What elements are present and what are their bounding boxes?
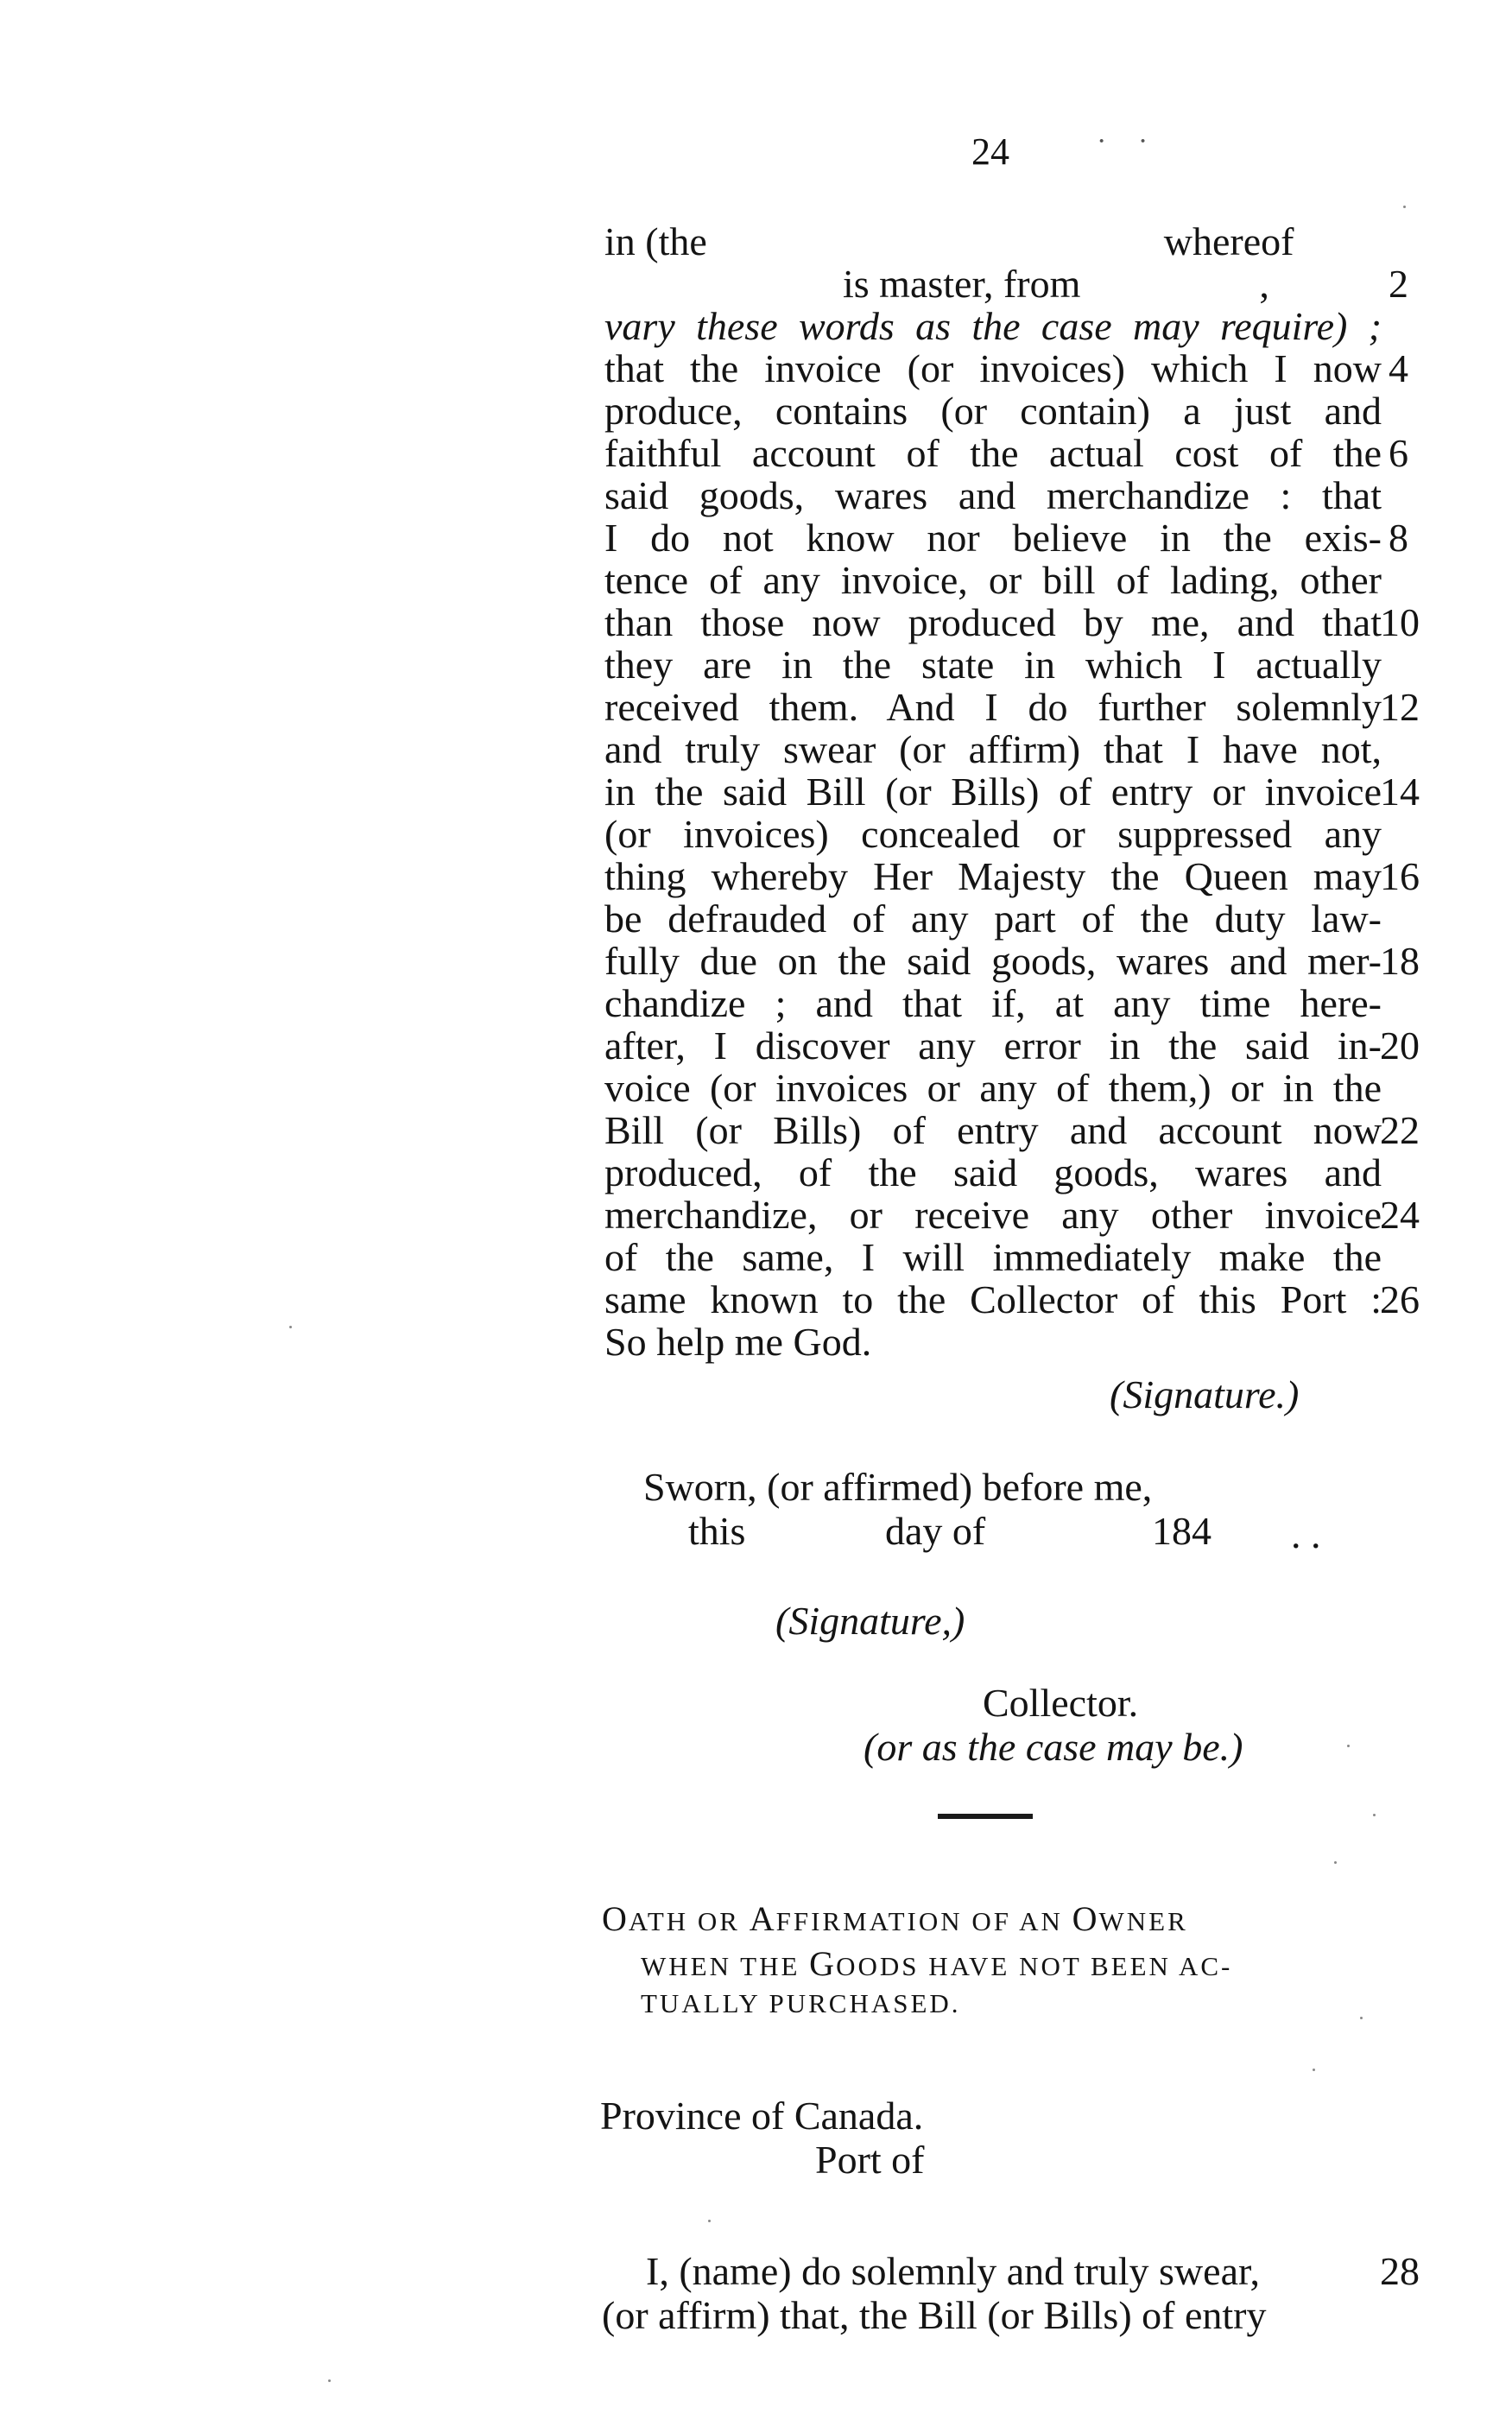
page-number: 24 bbox=[971, 130, 1009, 173]
oath-line: I do not know nor believe in the exis- bbox=[604, 516, 1382, 560]
scan-speck bbox=[1373, 1814, 1376, 1816]
line-number: 12 bbox=[1380, 685, 1420, 729]
line-number: 24 bbox=[1380, 1193, 1420, 1237]
oath-line: faithful account of the actual cost of the bbox=[604, 431, 1382, 475]
line-number: 26 bbox=[1380, 1277, 1420, 1321]
oath-line: be defrauded of any part of the duty law- bbox=[604, 897, 1382, 941]
scan-speck bbox=[289, 1326, 292, 1328]
oath-line: (or invoices) concealed or suppressed any bbox=[604, 812, 1382, 856]
scan-speck bbox=[1360, 2017, 1363, 2019]
sworn-line: Sworn, (or affirmed) before me, bbox=[643, 1465, 1153, 1509]
sworn-year: 184 bbox=[1152, 1509, 1211, 1553]
port-label: Port of bbox=[815, 2138, 925, 2182]
oath-line: after, I discover any error in the said in- bbox=[604, 1023, 1382, 1068]
oath-line: fully due on the said goods, wares and mer- bbox=[604, 939, 1382, 983]
oath-line: is master, from , bbox=[604, 262, 1280, 306]
oath-line: merchandize, or receive any other invoice bbox=[604, 1193, 1382, 1237]
oath-line: of the same, I will immediately make the bbox=[604, 1235, 1382, 1279]
scan-speck bbox=[708, 2220, 711, 2222]
line-number: 14 bbox=[1380, 770, 1420, 814]
line-number: 4 bbox=[1389, 346, 1408, 390]
scan-speck bbox=[1403, 206, 1406, 208]
line-number: 16 bbox=[1380, 854, 1420, 898]
oath-line: same known to the Collector of this Port : bbox=[604, 1277, 1382, 1321]
oath-line: tence of any invoice, or bill of lading, other bbox=[604, 558, 1382, 602]
oath-line: Bill (or Bills) of entry and account now bbox=[604, 1108, 1382, 1152]
line-number: 22 bbox=[1380, 1108, 1420, 1152]
oath-line: said goods, wares and merchandize : that bbox=[604, 473, 1382, 517]
oath-line: produce, contains (or contain) a just and bbox=[604, 389, 1382, 433]
oath-line: in (the whereof bbox=[604, 219, 1294, 263]
sworn-this: this bbox=[688, 1509, 746, 1553]
oath-line: produced, of the said goods, wares and bbox=[604, 1150, 1382, 1194]
oath-line: thing whereby Her Majesty the Queen may bbox=[604, 854, 1382, 898]
oath-line: vary these words as the case may require) ; bbox=[604, 304, 1382, 348]
sworn-day-of: day of bbox=[885, 1509, 986, 1553]
line-number-28: 28 bbox=[1380, 2249, 1420, 2293]
scan-speck bbox=[1334, 1861, 1337, 1864]
line-number: 10 bbox=[1380, 600, 1420, 644]
oath-line: than those now produced by me, and that bbox=[604, 600, 1382, 644]
oath-line: and truly swear (or affirm) that I have not, bbox=[604, 727, 1382, 771]
scan-speck bbox=[1347, 1745, 1350, 1747]
line-number: 18 bbox=[1380, 939, 1420, 983]
or-as-case-label: (or as the case may be.) bbox=[864, 1725, 1243, 1769]
oath-line: So help me God. bbox=[604, 1320, 872, 1364]
oath-line: that the invoice (or invoices) which I now bbox=[604, 346, 1382, 390]
line-number: 20 bbox=[1380, 1023, 1420, 1068]
scan-speck bbox=[328, 2379, 331, 2382]
oath-line: they are in the state in which I actually bbox=[604, 643, 1382, 687]
oath-line-affirm: (or affirm) that, the Bill (or Bills) of entry bbox=[602, 2293, 1267, 2337]
oath-line: chandize ; and that if, at any time here- bbox=[604, 981, 1382, 1025]
collector-label: Collector. bbox=[983, 1681, 1139, 1725]
section-heading-line-1: OATH OR AFFIRMATION OF AN OWNER bbox=[602, 1899, 1188, 1938]
section-heading-line-2: WHEN THE GOODS HAVE NOT BEEN AC- bbox=[641, 1944, 1233, 1983]
line-number: 2 bbox=[1389, 262, 1408, 306]
section-heading-line-3: TUALLY PURCHASED. bbox=[641, 1988, 961, 2018]
section-rule bbox=[938, 1814, 1033, 1819]
line-number: 6 bbox=[1389, 431, 1408, 475]
oath-line-name: I, (name) do solemnly and truly swear, bbox=[646, 2249, 1260, 2293]
line-number: 8 bbox=[1389, 516, 1408, 560]
signature-label-2: (Signature,) bbox=[775, 1599, 965, 1643]
header-dots: · · bbox=[1097, 125, 1161, 157]
province-label: Province of Canada. bbox=[600, 2094, 924, 2138]
oath-line: voice (or invoices or any of them,) or in the bbox=[604, 1066, 1382, 1110]
sworn-tail: . . bbox=[1291, 1512, 1321, 1556]
oath-line: in the said Bill (or Bills) of entry or invoice bbox=[604, 770, 1382, 814]
oath-line: received them. And I do further solemnly bbox=[604, 685, 1382, 729]
scan-speck bbox=[1313, 2069, 1315, 2071]
signature-label: (Signature.) bbox=[1110, 1372, 1300, 1416]
